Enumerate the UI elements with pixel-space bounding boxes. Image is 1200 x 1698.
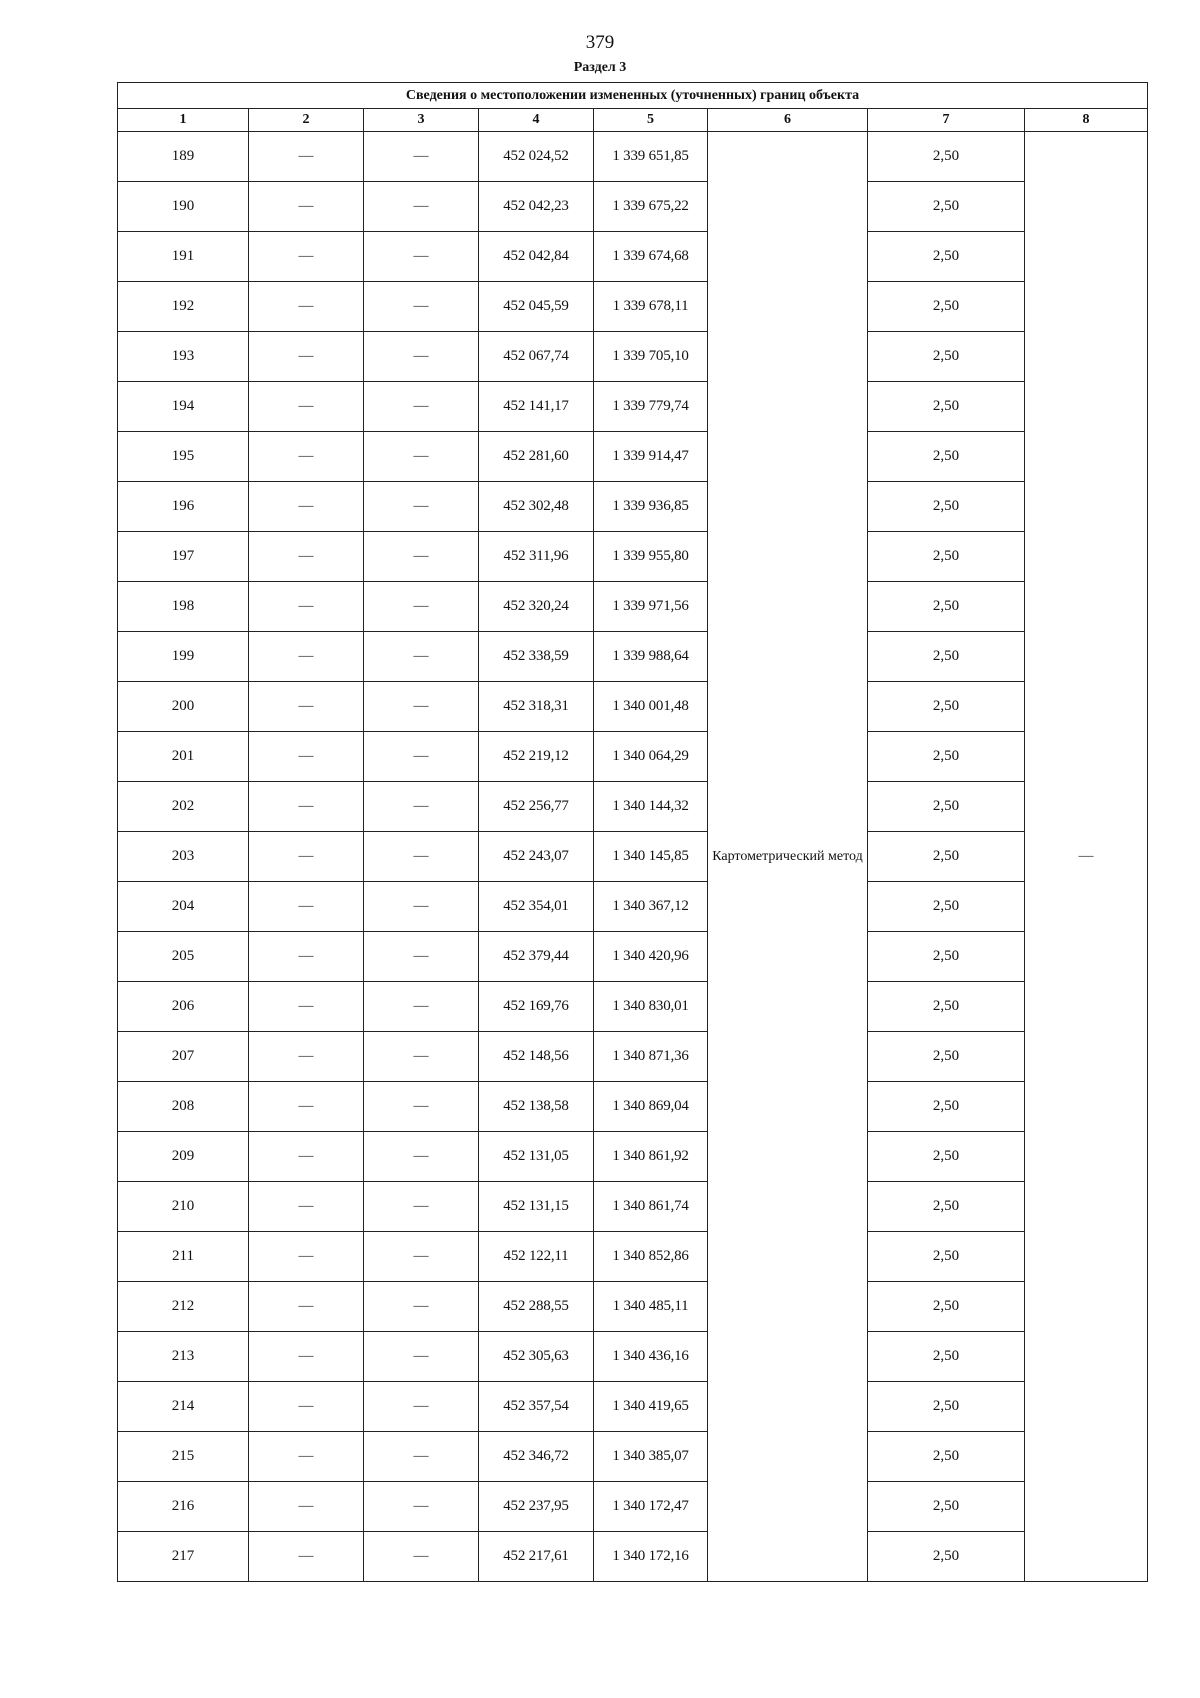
y-coordinate-cell: 1 340 144,32 (594, 782, 708, 832)
y-coordinate-cell: 1 339 674,68 (594, 232, 708, 282)
boundary-coordinates-table (117, 82, 1148, 1582)
table-row (118, 432, 1148, 482)
x-coordinate-cell: 452 148,56 (479, 1032, 594, 1082)
accuracy-cell: 2,50 (868, 882, 1025, 932)
x-coordinate-cell: 452 346,72 (479, 1432, 594, 1482)
point-number-cell: 193 (118, 332, 249, 382)
column-3-cell: — (364, 582, 479, 632)
column-3-cell: — (364, 982, 479, 1032)
y-coordinate-cell: 1 340 420,96 (594, 932, 708, 982)
column-3-cell: — (364, 1132, 479, 1182)
column-2-cell: — (249, 482, 364, 532)
column-2-cell: — (249, 1232, 364, 1282)
table-caption: Сведения о местоположении измененных (уточненных) границ объекта (118, 83, 1148, 109)
y-coordinate-cell: 1 340 001,48 (594, 682, 708, 732)
point-number-cell: 217 (118, 1532, 249, 1582)
x-coordinate-cell: 452 318,31 (479, 682, 594, 732)
x-coordinate-cell: 452 138,58 (479, 1082, 594, 1132)
x-coordinate-cell: 452 379,44 (479, 932, 594, 982)
point-number-cell: 201 (118, 732, 249, 782)
table-row (118, 532, 1148, 582)
y-coordinate-cell: 1 340 830,01 (594, 982, 708, 1032)
x-coordinate-cell: 452 357,54 (479, 1382, 594, 1432)
y-coordinate-cell: 1 340 861,74 (594, 1182, 708, 1232)
y-coordinate-cell: 1 339 675,22 (594, 182, 708, 232)
x-coordinate-cell: 452 237,95 (479, 1482, 594, 1532)
y-coordinate-cell: 1 339 914,47 (594, 432, 708, 482)
x-coordinate-cell: 452 122,11 (479, 1232, 594, 1282)
y-coordinate-cell: 1 340 861,92 (594, 1132, 708, 1182)
column-header-5: 5 (594, 109, 708, 132)
column-3-cell: — (364, 432, 479, 482)
column-header-4: 4 (479, 109, 594, 132)
point-number-cell: 211 (118, 1232, 249, 1282)
point-number-cell: 203 (118, 832, 249, 882)
column-2-cell: — (249, 582, 364, 632)
point-number-cell: 192 (118, 282, 249, 332)
accuracy-cell: 2,50 (868, 1182, 1025, 1232)
accuracy-cell: 2,50 (868, 232, 1025, 282)
accuracy-cell: 2,50 (868, 332, 1025, 382)
accuracy-cell: 2,50 (868, 1532, 1025, 1582)
x-coordinate-cell: 452 067,74 (479, 332, 594, 382)
column-2-cell: — (249, 1082, 364, 1132)
column-3-cell: — (364, 1282, 479, 1332)
accuracy-cell: 2,50 (868, 182, 1025, 232)
column-3-cell: — (364, 532, 479, 582)
column-3-cell: — (364, 232, 479, 282)
table-row (118, 1132, 1148, 1182)
table-row (118, 1332, 1148, 1382)
y-coordinate-cell: 1 340 419,65 (594, 1382, 708, 1432)
column-3-cell: — (364, 382, 479, 432)
x-coordinate-cell: 452 219,12 (479, 732, 594, 782)
column-header-2: 2 (249, 109, 364, 132)
column-3-cell: — (364, 932, 479, 982)
method-cell: Картометрический метод (708, 132, 868, 1582)
y-coordinate-cell: 1 339 705,10 (594, 332, 708, 382)
column-number-row (118, 109, 1148, 132)
table-row (118, 1032, 1148, 1082)
point-number-cell: 196 (118, 482, 249, 532)
accuracy-cell: 2,50 (868, 1032, 1025, 1082)
accuracy-cell: 2,50 (868, 1332, 1025, 1382)
column-3-cell: — (364, 1332, 479, 1382)
column-3-cell: — (364, 1432, 479, 1482)
y-coordinate-cell: 1 339 971,56 (594, 582, 708, 632)
table-row (118, 1232, 1148, 1282)
y-coordinate-cell: 1 339 678,11 (594, 282, 708, 332)
column-2-cell: — (249, 532, 364, 582)
table-row (118, 632, 1148, 682)
column-2-cell: — (249, 1532, 364, 1582)
accuracy-cell: 2,50 (868, 1082, 1025, 1132)
table-row (118, 482, 1148, 532)
point-number-cell: 199 (118, 632, 249, 682)
accuracy-cell: 2,50 (868, 982, 1025, 1032)
x-coordinate-cell: 452 256,77 (479, 782, 594, 832)
table-row (118, 182, 1148, 232)
x-coordinate-cell: 452 042,84 (479, 232, 594, 282)
page-number: 379 (585, 32, 615, 53)
point-number-cell: 202 (118, 782, 249, 832)
table-row (118, 332, 1148, 382)
column-2-cell: — (249, 132, 364, 182)
column-3-cell: — (364, 832, 479, 882)
x-coordinate-cell: 452 169,76 (479, 982, 594, 1032)
column-3-cell: — (364, 632, 479, 682)
column-2-cell: — (249, 1432, 364, 1482)
table-row (118, 882, 1148, 932)
point-number-cell: 189 (118, 132, 249, 182)
accuracy-cell: 2,50 (868, 282, 1025, 332)
point-number-cell: 210 (118, 1182, 249, 1232)
column-3-cell: — (364, 332, 479, 382)
column-header-3: 3 (364, 109, 479, 132)
point-number-cell: 195 (118, 432, 249, 482)
y-coordinate-cell: 1 340 172,47 (594, 1482, 708, 1532)
table-row (118, 1182, 1148, 1232)
x-coordinate-cell: 452 305,63 (479, 1332, 594, 1382)
table-row (118, 382, 1148, 432)
table-row (118, 1382, 1148, 1432)
column-2-cell: — (249, 1482, 364, 1532)
column-2-cell: — (249, 982, 364, 1032)
column-2-cell: — (249, 232, 364, 282)
y-coordinate-cell: 1 339 988,64 (594, 632, 708, 682)
point-number-cell: 204 (118, 882, 249, 932)
accuracy-cell: 2,50 (868, 1132, 1025, 1182)
column-2-cell: — (249, 932, 364, 982)
column-2-cell: — (249, 282, 364, 332)
point-number-cell: 205 (118, 932, 249, 982)
accuracy-cell: 2,50 (868, 932, 1025, 982)
table-row (118, 1082, 1148, 1132)
x-coordinate-cell: 452 288,55 (479, 1282, 594, 1332)
table-row (118, 982, 1148, 1032)
column-3-cell: — (364, 282, 479, 332)
table-row (118, 1532, 1148, 1582)
accuracy-cell: 2,50 (868, 1432, 1025, 1482)
x-coordinate-cell: 452 243,07 (479, 832, 594, 882)
accuracy-cell: 2,50 (868, 632, 1025, 682)
column-3-cell: — (364, 882, 479, 932)
y-coordinate-cell: 1 340 367,12 (594, 882, 708, 932)
point-number-cell: 213 (118, 1332, 249, 1382)
column-2-cell: — (249, 1132, 364, 1182)
accuracy-cell: 2,50 (868, 732, 1025, 782)
y-coordinate-cell: 1 340 172,16 (594, 1532, 708, 1582)
point-number-cell: 190 (118, 182, 249, 232)
column-header-7: 7 (868, 109, 1025, 132)
column-3-cell: — (364, 182, 479, 232)
column-3-cell: — (364, 1482, 479, 1532)
column-header-6: 6 (708, 109, 868, 132)
table-row (118, 282, 1148, 332)
table-body (118, 132, 1148, 1582)
column-3-cell: — (364, 132, 479, 182)
x-coordinate-cell: 452 320,24 (479, 582, 594, 632)
accuracy-cell: 2,50 (868, 782, 1025, 832)
column-2-cell: — (249, 1032, 364, 1082)
point-number-cell: 191 (118, 232, 249, 282)
accuracy-cell: 2,50 (868, 1282, 1025, 1332)
table-row (118, 732, 1148, 782)
y-coordinate-cell: 1 339 955,80 (594, 532, 708, 582)
column-3-cell: — (364, 1082, 479, 1132)
column-3-cell: — (364, 782, 479, 832)
x-coordinate-cell: 452 131,05 (479, 1132, 594, 1182)
table-row (118, 682, 1148, 732)
accuracy-cell: 2,50 (868, 482, 1025, 532)
column-3-cell: — (364, 482, 479, 532)
x-coordinate-cell: 452 338,59 (479, 632, 594, 682)
accuracy-cell: 2,50 (868, 832, 1025, 882)
y-coordinate-cell: 1 340 145,85 (594, 832, 708, 882)
column-3-cell: — (364, 1032, 479, 1082)
point-number-cell: 214 (118, 1382, 249, 1432)
column-2-cell: — (249, 432, 364, 482)
column-2-cell: — (249, 732, 364, 782)
y-coordinate-cell: 1 340 436,16 (594, 1332, 708, 1382)
column-2-cell: — (249, 1332, 364, 1382)
x-coordinate-cell: 452 141,17 (479, 382, 594, 432)
x-coordinate-cell: 452 042,23 (479, 182, 594, 232)
column-3-cell: — (364, 1382, 479, 1432)
x-coordinate-cell: 452 131,15 (479, 1182, 594, 1232)
table-row (118, 232, 1148, 282)
table-row (118, 1432, 1148, 1482)
point-number-cell: 215 (118, 1432, 249, 1482)
table-row (118, 1482, 1148, 1532)
accuracy-cell: 2,50 (868, 432, 1025, 482)
x-coordinate-cell: 452 354,01 (479, 882, 594, 932)
column-2-cell: — (249, 832, 364, 882)
column-2-cell: — (249, 182, 364, 232)
column-3-cell: — (364, 1532, 479, 1582)
accuracy-cell: 2,50 (868, 682, 1025, 732)
column-2-cell: — (249, 1182, 364, 1232)
point-number-cell: 208 (118, 1082, 249, 1132)
point-number-cell: 216 (118, 1482, 249, 1532)
table-row (118, 932, 1148, 982)
point-number-cell: 206 (118, 982, 249, 1032)
column-2-cell: — (249, 882, 364, 932)
column-3-cell: — (364, 682, 479, 732)
x-coordinate-cell: 452 302,48 (479, 482, 594, 532)
accuracy-cell: 2,50 (868, 532, 1025, 582)
column-3-cell: — (364, 1232, 479, 1282)
accuracy-cell: 2,50 (868, 582, 1025, 632)
y-coordinate-cell: 1 340 064,29 (594, 732, 708, 782)
y-coordinate-cell: 1 340 485,11 (594, 1282, 708, 1332)
accuracy-cell: 2,50 (868, 1232, 1025, 1282)
table-row (118, 132, 1148, 182)
column-2-cell: — (249, 1282, 364, 1332)
column-2-cell: — (249, 382, 364, 432)
accuracy-cell: 2,50 (868, 382, 1025, 432)
column-2-cell: — (249, 682, 364, 732)
column-2-cell: — (249, 332, 364, 382)
column-2-cell: — (249, 782, 364, 832)
x-coordinate-cell: 452 045,59 (479, 282, 594, 332)
x-coordinate-cell: 452 217,61 (479, 1532, 594, 1582)
y-coordinate-cell: 1 339 651,85 (594, 132, 708, 182)
table-row (118, 782, 1148, 832)
table-row (118, 1282, 1148, 1332)
x-coordinate-cell: 452 024,52 (479, 132, 594, 182)
x-coordinate-cell: 452 311,96 (479, 532, 594, 582)
point-number-cell: 198 (118, 582, 249, 632)
point-number-cell: 197 (118, 532, 249, 582)
y-coordinate-cell: 1 340 869,04 (594, 1082, 708, 1132)
accuracy-cell: 2,50 (868, 1382, 1025, 1432)
table-row (118, 582, 1148, 632)
y-coordinate-cell: 1 340 871,36 (594, 1032, 708, 1082)
y-coordinate-cell: 1 340 385,07 (594, 1432, 708, 1482)
column-3-cell: — (364, 1182, 479, 1232)
column-2-cell: — (249, 632, 364, 682)
y-coordinate-cell: 1 339 779,74 (594, 382, 708, 432)
point-number-cell: 200 (118, 682, 249, 732)
accuracy-cell: 2,50 (868, 1482, 1025, 1532)
x-coordinate-cell: 452 281,60 (479, 432, 594, 482)
table-row (118, 832, 1148, 882)
section-title: Раздел 3 (573, 60, 627, 75)
column-header-8: 8 (1025, 109, 1148, 132)
y-coordinate-cell: 1 339 936,85 (594, 482, 708, 532)
y-coordinate-cell: 1 340 852,86 (594, 1232, 708, 1282)
point-number-cell: 194 (118, 382, 249, 432)
column-3-cell: — (364, 732, 479, 782)
accuracy-cell: 2,50 (868, 132, 1025, 182)
column-8-cell: — (1025, 132, 1148, 1582)
point-number-cell: 209 (118, 1132, 249, 1182)
column-header-1: 1 (118, 109, 249, 132)
point-number-cell: 212 (118, 1282, 249, 1332)
column-2-cell: — (249, 1382, 364, 1432)
point-number-cell: 207 (118, 1032, 249, 1082)
